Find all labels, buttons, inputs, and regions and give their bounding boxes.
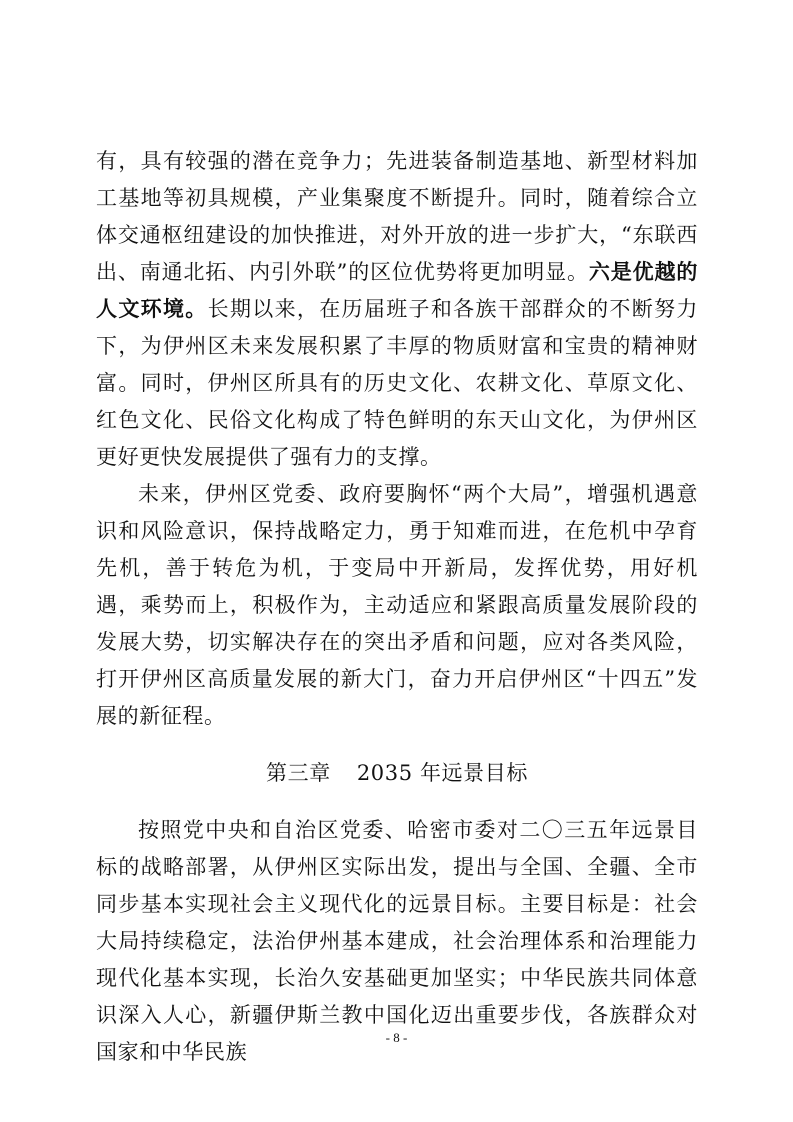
page-content xyxy=(96,143,698,1071)
chapter-heading xyxy=(96,755,698,792)
paragraph-1 xyxy=(96,143,698,476)
paragraph-2: 未来，伊州区党委、政府要胸怀“两个大局”，增强机遇意识和风险意识，保持战略定力，勇于知难而进，在危机中孕育先机，善于转危为机，于变局中开新局，发挥优势，用好机遇，乘势而上，积极作为，主动适应和紧跟高质量发展阶段的发展大势，切实解决存在的突出矛盾和问题，应对各类风险，打开伊州区高质量发展的新大门，奋力开启伊州区“十四五”发展的新征程。 xyxy=(96,482,698,728)
page-number: - 8 - xyxy=(385,1030,408,1045)
paragraph-1-text-end: 长期以来，在历届班子和各族干部群众的不断努力下，为伊州区未来发展积累了丰厚的物质财富和宝贵的精神财富。同时，伊州区所具有的历史文化、农耕文化、草原文化、红色文化、民俗文化构成了特色鲜明的东天山文化，为伊州区更好更快发展提供了强有力的支撑。 xyxy=(96,297,699,469)
paragraph-3: 按照党中央和自治区党委、哈密市委对二〇三五年远景目标的战略部署，从伊州区实际出发，提出与全国、全疆、全市同步基本实现社会主义现代化的远景目标。主要目标是：社会大局持续稳定，法治伊州基本建成，社会治理体系和治理能力现代化基本实现，长治久安基础更加坚实；中华民族共同体意识深入人心，新疆伊斯兰教中国化迈出重要步伐，各族群众对国家和中华民族 xyxy=(96,818,698,1064)
chapter-title: 2035 年远景目标 xyxy=(356,761,528,785)
paragraph-1-bold-phrase: 六是优越的人文环境。 xyxy=(96,260,698,321)
chapter-number: 第三章 xyxy=(266,761,331,785)
paragraph-1-text-start: 有，具有较强的潜在竞争力；先进装备制造基地、新型材料加工基地等初具规模，产业集聚度不断提升。同时，随着综合立体交通枢纽建设的加快推进，对外开放的进一步扩大，“东联西出、南通北拓、内引外联”的区位优势将更加明显。 xyxy=(96,149,698,284)
